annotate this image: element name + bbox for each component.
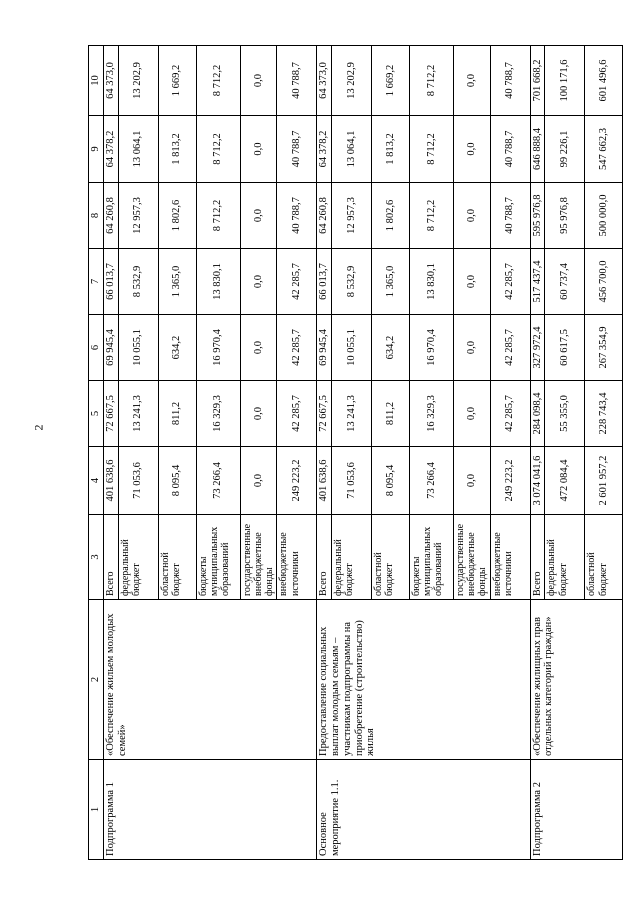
column-number: 1 bbox=[89, 760, 104, 860]
amount-cell: 12 957,3 bbox=[118, 183, 158, 249]
amount-cell: 64 260,8 bbox=[317, 183, 332, 249]
amount-cell: 40 788,7 bbox=[490, 116, 530, 183]
amount-cell: 40 788,7 bbox=[277, 46, 317, 116]
funding-source: Всего bbox=[530, 515, 545, 600]
amount-cell: 634,2 bbox=[372, 315, 410, 381]
amount-cell: 284 098,4 bbox=[530, 381, 545, 447]
amount-cell: 1 669,2 bbox=[158, 46, 196, 116]
amount-cell: 69 945,4 bbox=[317, 315, 332, 381]
program-code: Подпрограмма 2 bbox=[530, 760, 623, 860]
amount-cell: 8 095,4 bbox=[372, 447, 410, 515]
amount-cell: 701 668,2 bbox=[530, 46, 545, 116]
column-number: 7 bbox=[89, 249, 104, 315]
amount-cell: 40 788,7 bbox=[277, 183, 317, 249]
amount-cell: 16 329,3 bbox=[196, 381, 240, 447]
amount-cell: 8 712,2 bbox=[196, 183, 240, 249]
program-title: Предоставление социальных выплат молодым семьям – участникам подпрограммы на приобретение (строительство) жилья bbox=[317, 600, 530, 760]
amount-cell: 13 064,1 bbox=[332, 116, 372, 183]
amount-cell: 55 355,0 bbox=[545, 381, 585, 447]
amount-cell: 13 241,3 bbox=[332, 381, 372, 447]
funding-source: внебюджетные источники bbox=[490, 515, 530, 600]
amount-cell: 40 788,7 bbox=[277, 116, 317, 183]
amount-cell: 401 638,6 bbox=[104, 447, 119, 515]
funding-table bbox=[88, 45, 623, 860]
amount-cell: 13 202,9 bbox=[118, 46, 158, 116]
program-code: Основное мероприятие 1.1. bbox=[317, 760, 530, 860]
funding-source: государственные внебюджетные фонды bbox=[454, 515, 491, 600]
amount-cell: 8 712,2 bbox=[410, 46, 454, 116]
amount-cell: 8 712,2 bbox=[196, 46, 240, 116]
amount-cell: 8 712,2 bbox=[410, 116, 454, 183]
funding-source: государственные внебюджетные фонды bbox=[240, 515, 277, 600]
amount-cell: 42 285,7 bbox=[277, 249, 317, 315]
amount-cell: 456 700,0 bbox=[585, 249, 623, 315]
funding-source: областной бюджет bbox=[372, 515, 410, 600]
amount-cell: 71 053,6 bbox=[118, 447, 158, 515]
column-number: 8 bbox=[89, 183, 104, 249]
funding-source: Всего bbox=[317, 515, 332, 600]
amount-cell: 1 669,2 bbox=[372, 46, 410, 116]
column-number: 4 bbox=[89, 447, 104, 515]
funding-source: Всего bbox=[104, 515, 119, 600]
amount-cell: 42 285,7 bbox=[490, 381, 530, 447]
amount-cell: 634,2 bbox=[158, 315, 196, 381]
amount-cell: 10 055,1 bbox=[118, 315, 158, 381]
amount-cell: 500 000,0 bbox=[585, 183, 623, 249]
amount-cell: 0,0 bbox=[240, 116, 277, 183]
amount-cell: 472 084,4 bbox=[545, 447, 585, 515]
amount-cell: 0,0 bbox=[240, 447, 277, 515]
amount-cell: 1 802,6 bbox=[158, 183, 196, 249]
amount-cell: 72 667,5 bbox=[104, 381, 119, 447]
amount-cell: 1 365,0 bbox=[372, 249, 410, 315]
column-number: 6 bbox=[89, 315, 104, 381]
amount-cell: 0,0 bbox=[454, 183, 491, 249]
amount-cell: 8 712,2 bbox=[196, 116, 240, 183]
amount-cell: 16 970,4 bbox=[196, 315, 240, 381]
amount-cell: 72 667,5 bbox=[317, 381, 332, 447]
column-number: 3 bbox=[89, 515, 104, 600]
amount-cell: 228 743,4 bbox=[585, 381, 623, 447]
amount-cell: 0,0 bbox=[240, 315, 277, 381]
amount-cell: 40 788,7 bbox=[490, 183, 530, 249]
amount-cell: 0,0 bbox=[240, 381, 277, 447]
amount-cell: 71 053,6 bbox=[332, 447, 372, 515]
amount-cell: 8 095,4 bbox=[158, 447, 196, 515]
amount-cell: 13 830,1 bbox=[196, 249, 240, 315]
amount-cell: 99 226,1 bbox=[545, 116, 585, 183]
table-row bbox=[530, 46, 545, 860]
amount-cell: 66 013,7 bbox=[104, 249, 119, 315]
amount-cell: 811,2 bbox=[372, 381, 410, 447]
program-code: Подпрограмма 1 bbox=[104, 760, 317, 860]
funding-source: областной бюджет bbox=[585, 515, 623, 600]
amount-cell: 1 813,2 bbox=[372, 116, 410, 183]
amount-cell: 811,2 bbox=[158, 381, 196, 447]
amount-cell: 646 888,4 bbox=[530, 116, 545, 183]
amount-cell: 401 638,6 bbox=[317, 447, 332, 515]
column-number: 2 bbox=[89, 600, 104, 760]
amount-cell: 60 617,5 bbox=[545, 315, 585, 381]
funding-source: внебюджетные источники bbox=[277, 515, 317, 600]
funding-source: областной бюджет bbox=[158, 515, 196, 600]
amount-cell: 0,0 bbox=[454, 46, 491, 116]
amount-cell: 547 662,3 bbox=[585, 116, 623, 183]
amount-cell: 64 378,2 bbox=[104, 116, 119, 183]
table-row bbox=[317, 46, 332, 860]
funding-source: федеральный бюджет bbox=[332, 515, 372, 600]
program-title: «Обеспечение жилищных прав отдельных категорий граждан» bbox=[530, 600, 623, 760]
table-row bbox=[104, 46, 119, 860]
amount-cell: 12 957,3 bbox=[332, 183, 372, 249]
amount-cell: 64 378,2 bbox=[317, 116, 332, 183]
table-body bbox=[89, 46, 623, 860]
amount-cell: 69 945,4 bbox=[104, 315, 119, 381]
amount-cell: 3 074 041,6 bbox=[530, 447, 545, 515]
amount-cell: 13 830,1 bbox=[410, 249, 454, 315]
column-number: 10 bbox=[89, 46, 104, 116]
amount-cell: 42 285,7 bbox=[490, 315, 530, 381]
amount-cell: 1 365,0 bbox=[158, 249, 196, 315]
amount-cell: 601 496,6 bbox=[585, 46, 623, 116]
amount-cell: 0,0 bbox=[454, 249, 491, 315]
amount-cell: 100 171,6 bbox=[545, 46, 585, 116]
amount-cell: 64 373,0 bbox=[104, 46, 119, 116]
amount-cell: 267 354,9 bbox=[585, 315, 623, 381]
amount-cell: 327 972,4 bbox=[530, 315, 545, 381]
amount-cell: 1 802,6 bbox=[372, 183, 410, 249]
amount-cell: 0,0 bbox=[240, 249, 277, 315]
amount-cell: 64 260,8 bbox=[104, 183, 119, 249]
amount-cell: 2 601 957,2 bbox=[585, 447, 623, 515]
amount-cell: 13 202,9 bbox=[332, 46, 372, 116]
funding-source: федеральный бюджет bbox=[545, 515, 585, 600]
amount-cell: 8 532,9 bbox=[118, 249, 158, 315]
amount-cell: 10 055,1 bbox=[332, 315, 372, 381]
amount-cell: 517 437,4 bbox=[530, 249, 545, 315]
amount-cell: 0,0 bbox=[454, 447, 491, 515]
amount-cell: 16 329,3 bbox=[410, 381, 454, 447]
amount-cell: 95 976,8 bbox=[545, 183, 585, 249]
amount-cell: 73 266,4 bbox=[410, 447, 454, 515]
header-row bbox=[89, 46, 104, 860]
funding-source: бюджеты муниципальных образований bbox=[410, 515, 454, 600]
page-number: 2 bbox=[31, 424, 46, 431]
amount-cell: 0,0 bbox=[240, 46, 277, 116]
column-number: 9 bbox=[89, 116, 104, 183]
amount-cell: 0,0 bbox=[454, 315, 491, 381]
amount-cell: 8 532,9 bbox=[332, 249, 372, 315]
amount-cell: 8 712,2 bbox=[410, 183, 454, 249]
rotated-table-wrapper bbox=[88, 50, 609, 860]
amount-cell: 0,0 bbox=[454, 381, 491, 447]
amount-cell: 42 285,7 bbox=[277, 381, 317, 447]
funding-source: бюджеты муниципальных образований bbox=[196, 515, 240, 600]
amount-cell: 0,0 bbox=[240, 183, 277, 249]
amount-cell: 66 013,7 bbox=[317, 249, 332, 315]
amount-cell: 0,0 bbox=[454, 116, 491, 183]
amount-cell: 1 813,2 bbox=[158, 116, 196, 183]
program-title: «Обеспечение жильем молодых семей» bbox=[104, 600, 317, 760]
amount-cell: 60 737,4 bbox=[545, 249, 585, 315]
funding-source: федеральный бюджет bbox=[118, 515, 158, 600]
amount-cell: 42 285,7 bbox=[490, 249, 530, 315]
column-number: 5 bbox=[89, 381, 104, 447]
amount-cell: 13 064,1 bbox=[118, 116, 158, 183]
amount-cell: 42 285,7 bbox=[277, 315, 317, 381]
amount-cell: 64 373,0 bbox=[317, 46, 332, 116]
amount-cell: 249 223,2 bbox=[277, 447, 317, 515]
amount-cell: 249 223,2 bbox=[490, 447, 530, 515]
amount-cell: 40 788,7 bbox=[490, 46, 530, 116]
amount-cell: 73 266,4 bbox=[196, 447, 240, 515]
amount-cell: 13 241,3 bbox=[118, 381, 158, 447]
amount-cell: 16 970,4 bbox=[410, 315, 454, 381]
amount-cell: 595 976,8 bbox=[530, 183, 545, 249]
